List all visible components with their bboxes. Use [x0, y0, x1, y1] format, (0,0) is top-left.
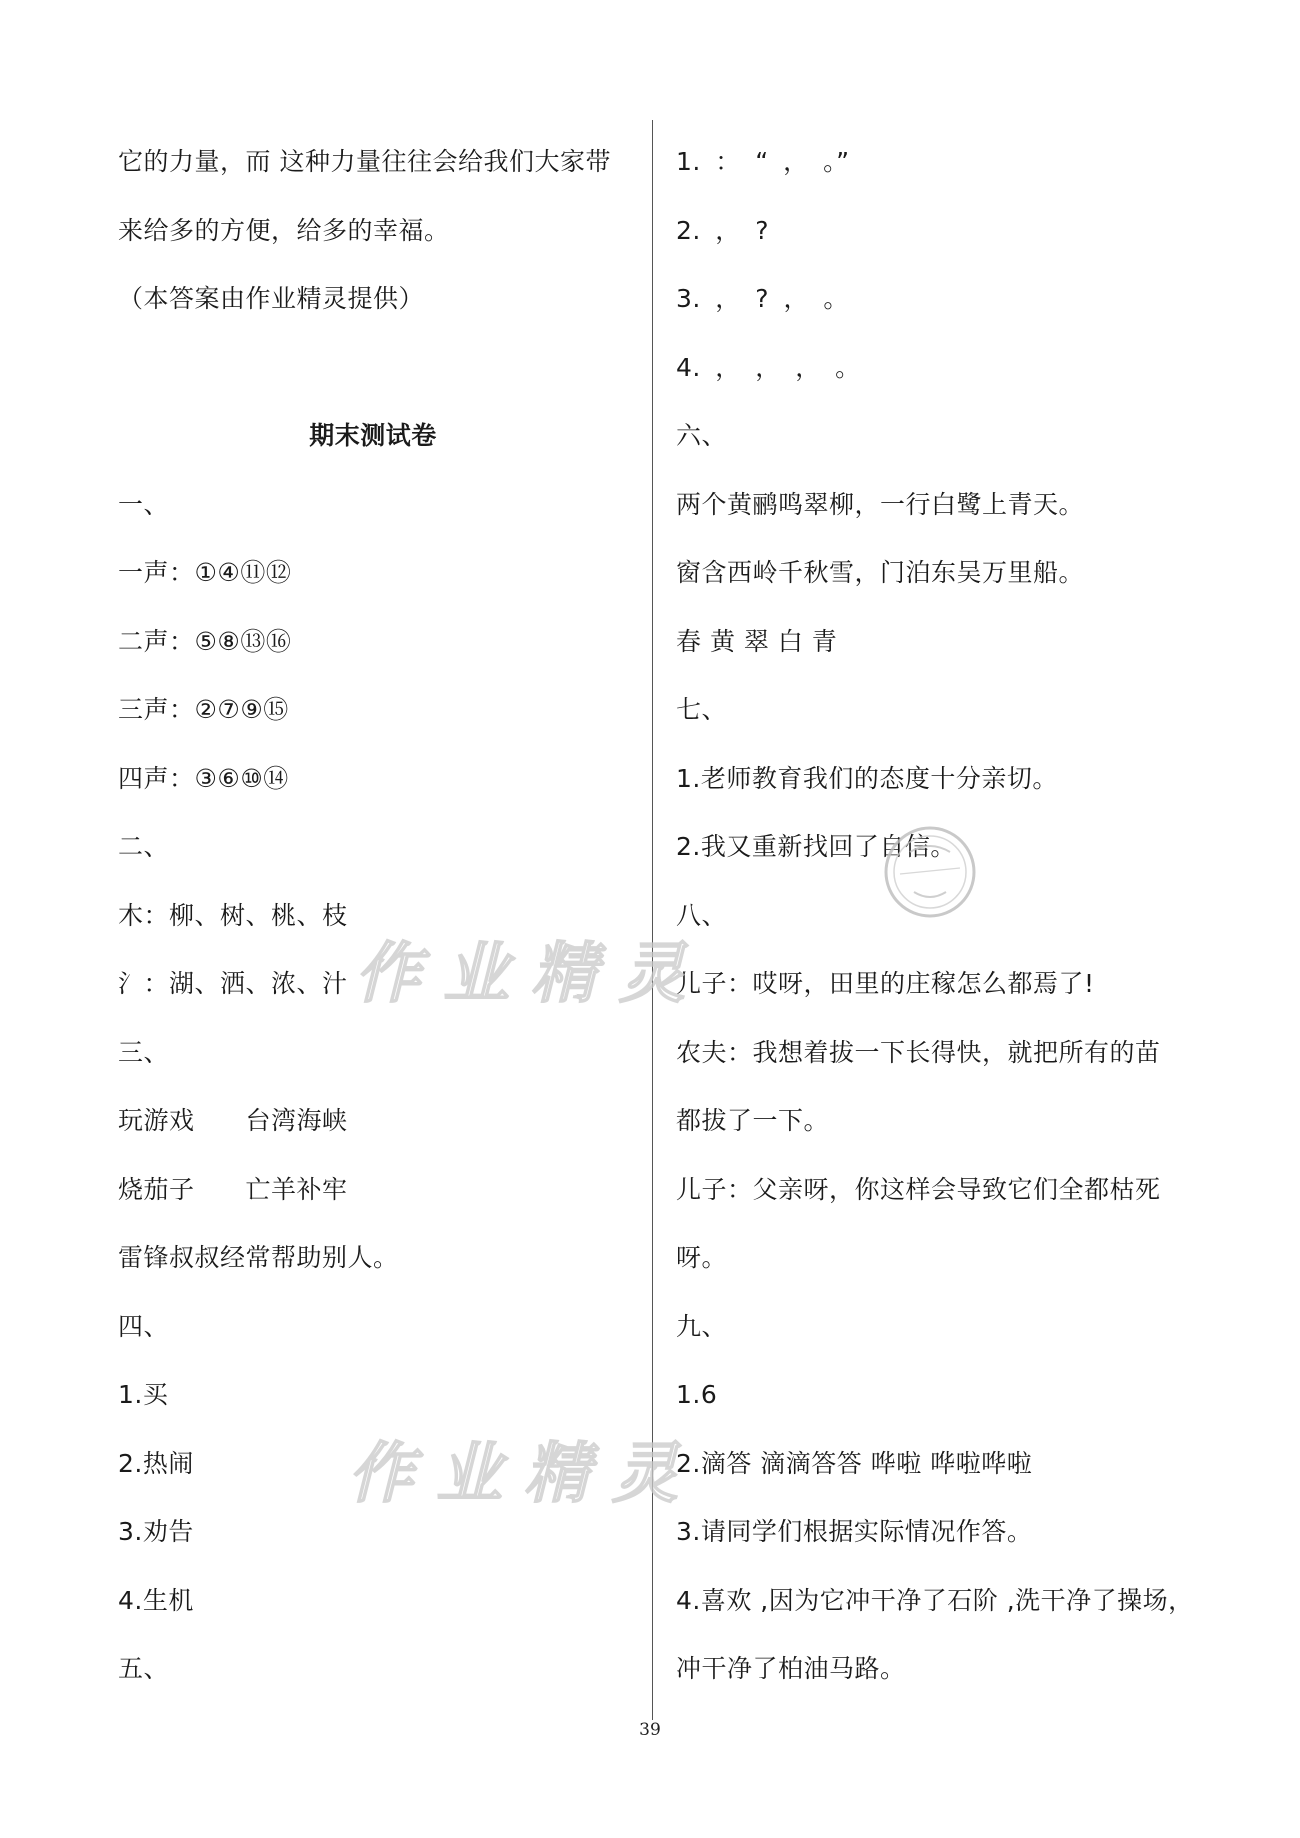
answer-line: 雷锋叔叔经常帮助别人。: [118, 1243, 399, 1272]
question-number: 三、: [118, 1037, 170, 1067]
question-number: 八、: [676, 900, 728, 930]
answer-line: 一声：①④⑪⑫: [118, 558, 292, 587]
answer-line: 1.买: [118, 1380, 169, 1409]
text-line: （本答案由作业精灵提供）: [118, 284, 425, 313]
question-number: 七、: [676, 695, 728, 724]
page-number: 39: [639, 1720, 661, 1740]
answer-line: 冲干净了柏油马路。: [676, 1654, 906, 1683]
left-column: [118, 128, 648, 1704]
answer-line: 两个黄鹂鸣翠柳，一行白鹭上青天。: [676, 489, 1085, 519]
question-number: 六、: [676, 421, 728, 450]
answer-line: 春 黄 翠 白 青: [676, 626, 838, 656]
question-number: 二、: [118, 832, 170, 861]
answer-line: 玩游戏 台湾海峡: [118, 1106, 348, 1135]
right-column: [676, 128, 1216, 1704]
question-number: 四、: [118, 1311, 170, 1341]
answer-line: 儿子：父亲呀，你这样会导致它们全都枯死: [676, 1174, 1161, 1204]
answer-line: 2.我又重新找回了自信。: [676, 832, 956, 861]
answer-line: 4.生机: [118, 1585, 194, 1615]
answer-line: 呀。: [676, 1243, 728, 1272]
answer-line: 2. ， ?: [676, 215, 770, 245]
answer-line: 窗含西岭千秋雪，门泊东吴万里船。: [676, 558, 1085, 587]
answer-line: 1. ： “ ， 。”: [676, 147, 850, 176]
answer-line: 1.6: [676, 1380, 718, 1409]
watermark: 作业精灵: [348, 1435, 700, 1512]
answer-line: 四声：③⑥⑩⑭: [118, 763, 289, 793]
answer-line: 烧茄子 亡羊补牢: [118, 1174, 348, 1204]
question-number: 九、: [676, 1311, 728, 1341]
text-line: 它的力量，而 这种力量往往会给我们大家带: [118, 147, 611, 176]
answer-line: 二声：⑤⑧⑬⑯: [118, 626, 292, 656]
section-title: 期末测试卷: [309, 421, 437, 450]
answer-line: 3.请同学们根据实际情况作答。: [676, 1517, 1033, 1546]
text-line: 来给多的方便，给多的幸福。: [118, 215, 450, 245]
answer-line: 农夫：我想着拔一下长得快，就把所有的苗: [676, 1037, 1161, 1067]
answer-line: 2.热闹: [118, 1448, 194, 1478]
answer-line: 三声：②⑦⑨⑮: [118, 695, 289, 724]
answer-line: 木：柳、树、桃、枝: [118, 900, 348, 930]
column-divider: [652, 120, 653, 1720]
answer-line: 1.老师教育我们的态度十分亲切。: [676, 763, 1058, 793]
answer-line: 4. ， ， ， 。: [676, 352, 861, 382]
answer-line: 都拔了一下。: [676, 1106, 830, 1135]
blank-line: [118, 334, 648, 403]
watermark: 作业精灵: [355, 935, 707, 1012]
answer-line: 4.喜欢 ,因为它冲干净了石阶 ,洗干净了操场，: [676, 1585, 1194, 1615]
answer-line: 氵：湖、洒、浓、汁: [118, 969, 348, 998]
question-number: 一、: [118, 489, 170, 519]
answer-line: 3. ， ? ， 。: [676, 284, 849, 313]
answer-line: 儿子：哎呀，田里的庄稼怎么都焉了!: [676, 969, 1095, 998]
question-number: 五、: [118, 1654, 170, 1683]
answer-line: 3.劝告: [118, 1517, 194, 1546]
answer-line: 2.滴答 滴滴答答 哗啦 哗啦哗啦: [676, 1448, 1033, 1478]
